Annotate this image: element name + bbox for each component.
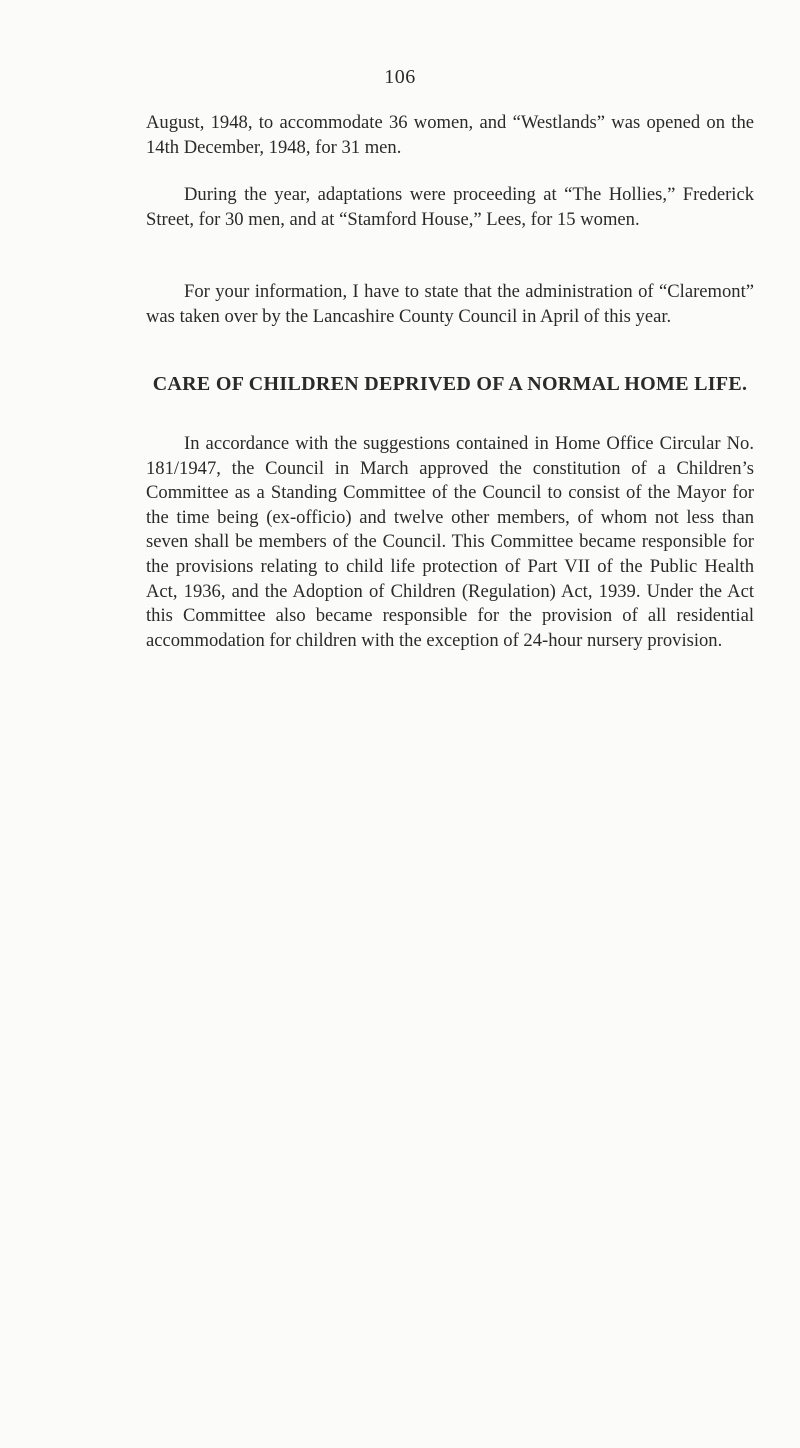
paragraph-text: In accordance with the suggestions contained in Home Office Circular No. 181/1947, the Council in March approved the constitution of a Children’s Committee as a Standing Committee of the Council to consist of the Mayor for the time being (ex-officio) and twelve other members, of whom not less than seven shall be members of the Council. This Committee became responsible for the provisions relating to child life protection of Part VII of the Public Health Act, 1936, and the Adoption of Children (Regulation) Act, 1939. Under the Act this Committee also became responsible for the provision of all residential accommodation for children with the exception of 24-hour nursery provision. bbox=[146, 433, 754, 651]
paragraph-text: During the year, adaptations were proceeding at “The Hollies,” Frederick Street, for 30 men, and at “Stamford House,” Lees, for 15 women. bbox=[146, 184, 754, 230]
paragraph-childrens-committee bbox=[146, 432, 754, 653]
paragraph-text: For your information, I have to state that the administration of “Claremont” was taken over by the Lancashire County Council in April of this year. bbox=[146, 281, 754, 327]
section-heading: CARE OF CHILDREN DEPRIVED OF A NORMAL HOME LIFE. bbox=[152, 373, 748, 395]
paragraph-westlands bbox=[146, 111, 754, 160]
paragraph-text: August, 1948, to accommodate 36 women, and “Westlands” was opened on the 14th December, 1948, for 31 men. bbox=[146, 112, 754, 158]
paragraph-adaptations bbox=[146, 183, 754, 232]
page-number: 106 bbox=[384, 66, 416, 88]
paragraph-claremont bbox=[146, 280, 754, 329]
